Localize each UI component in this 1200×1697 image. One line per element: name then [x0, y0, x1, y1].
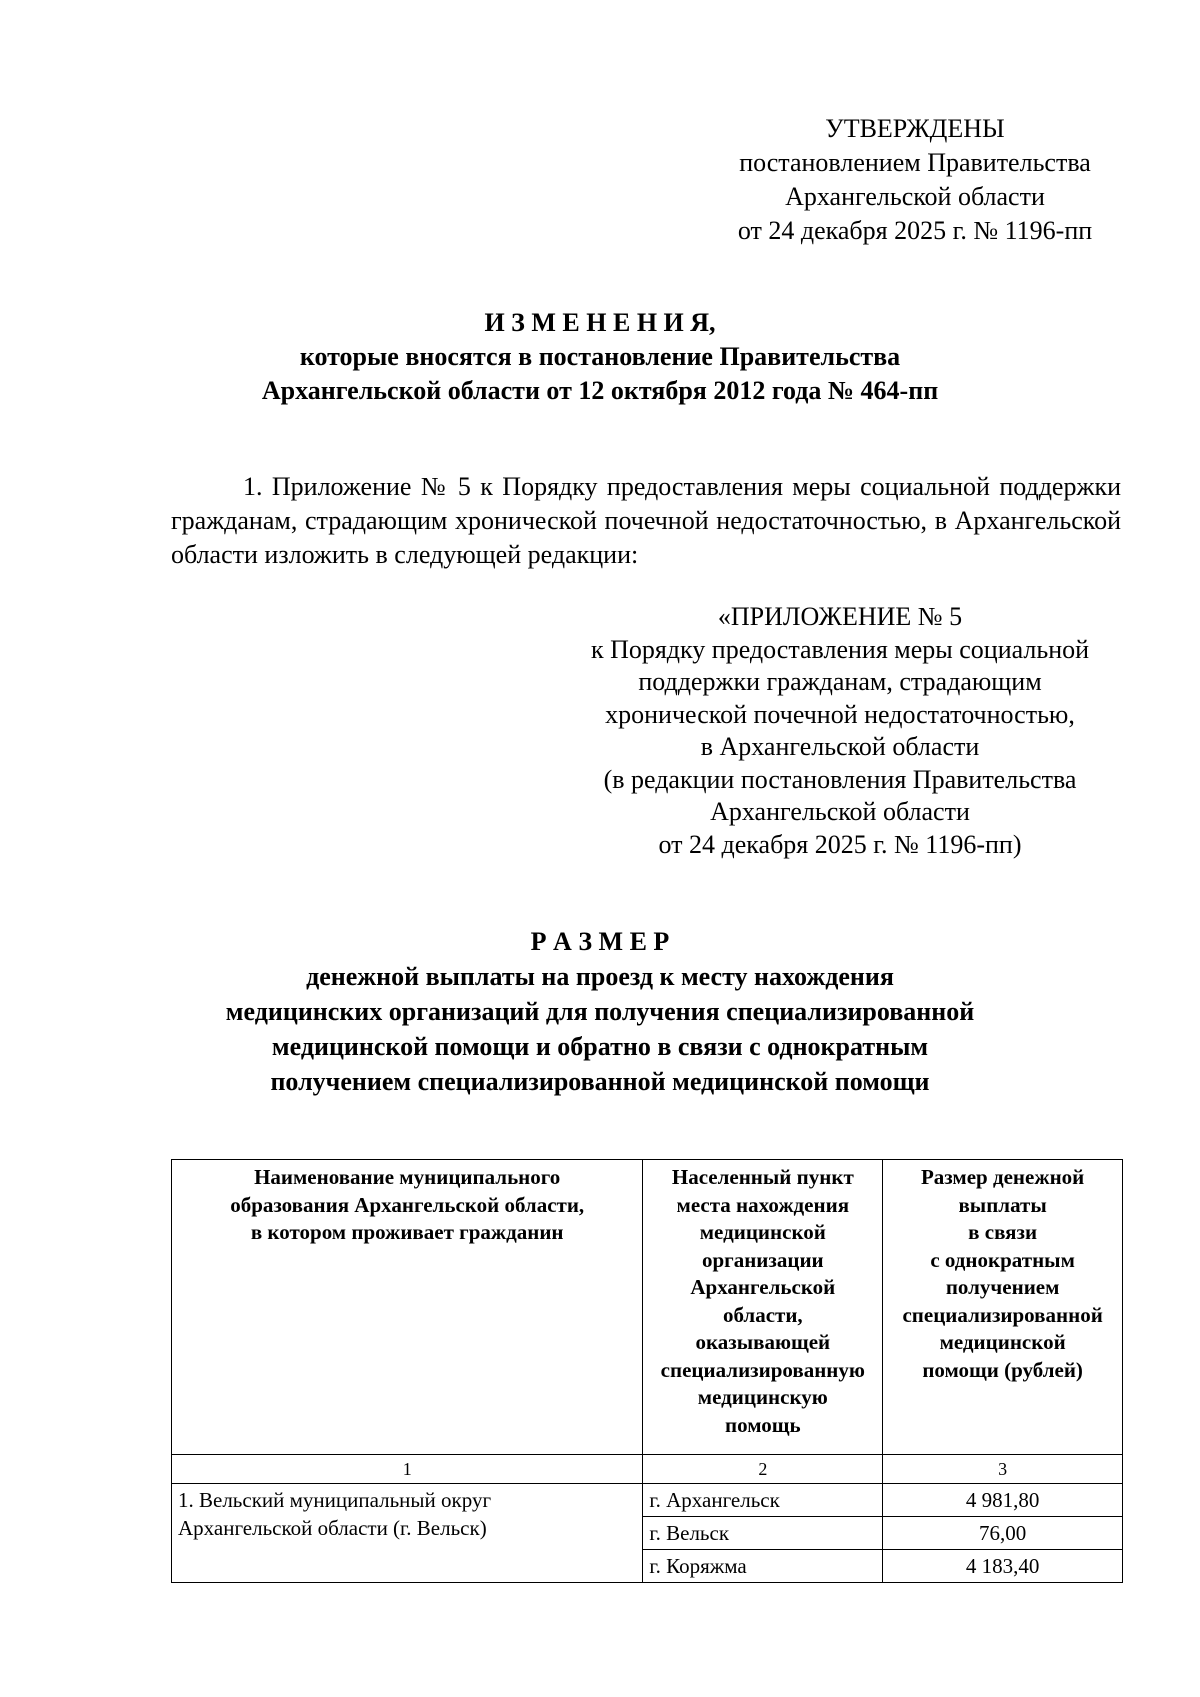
- municipality-line: Архангельской области (г. Вельск): [178, 1516, 487, 1540]
- size-subtitle-line: медицинской помощи и обратно в связи с однократным: [271, 1032, 929, 1061]
- header-line: получением: [945, 1275, 1060, 1299]
- municipality-cell: [172, 1484, 643, 1583]
- header-line: Размер денежной: [920, 1165, 1085, 1189]
- changes-subtitle-line: которые вносятся в постановление Правительства: [299, 342, 901, 371]
- column-number-row: [172, 1455, 1123, 1484]
- amount-cell: 4 183,40: [883, 1550, 1123, 1583]
- table-row: [172, 1484, 1123, 1517]
- approval-line: постановлением Правительства: [739, 148, 1091, 177]
- payment-table: [171, 1159, 1123, 1583]
- header-line: организации: [701, 1247, 824, 1272]
- column-number: 3: [883, 1455, 1123, 1484]
- amendment-text: 1. Приложение № 5 к Порядку предоставления меры социальной поддержки гражданам, страдающим хронической почечной недостаточностью, в Архангельской области изложить в следующей редакции:: [171, 472, 1121, 569]
- approval-line: УТВЕРЖДЕНЫ: [825, 114, 1005, 143]
- amount-cell: 76,00: [883, 1517, 1123, 1550]
- size-subtitle-line: медицинских организаций для получения специализированной: [225, 997, 975, 1026]
- appendix-line: Архангельской области: [710, 797, 970, 826]
- amount-cell: 4 981,80: [883, 1484, 1123, 1517]
- header-line: Наименование муниципального: [254, 1165, 561, 1189]
- header-line: Архангельской: [690, 1275, 836, 1299]
- appendix-line: от 24 декабря 2025 г. № 1196-пп): [658, 829, 1022, 859]
- appendix-line: к Порядку предоставления меры социальной: [590, 634, 1090, 664]
- size-subtitle-line: денежной выплаты на проезд к месту нахождения: [306, 962, 894, 991]
- header-line: специализированной: [902, 1302, 1103, 1327]
- appendix-header: [540, 601, 1140, 861]
- table-header-row: [172, 1160, 1123, 1455]
- amendment-paragraph: [171, 470, 1121, 572]
- header-municipality: [172, 1160, 643, 1455]
- header-line: Населенный пункт: [671, 1165, 854, 1189]
- header-line: образования Архангельской области,: [230, 1192, 585, 1217]
- appendix-line: поддержки гражданам, страдающим: [638, 667, 1042, 696]
- header-line: помощи (рублей): [922, 1357, 1083, 1382]
- settlement-cell: г. Архангельск: [643, 1484, 883, 1517]
- header-line: медицинскую: [697, 1385, 828, 1409]
- header-line: в связи: [968, 1220, 1038, 1244]
- size-heading: Р А З М Е Р: [530, 927, 670, 956]
- appendix-line: в Архангельской области: [700, 732, 980, 761]
- appendix-line: «ПРИЛОЖЕНИЕ № 5: [717, 602, 963, 631]
- header-line: в котором проживает гражданин: [250, 1220, 564, 1244]
- settlement-cell: г. Вельск: [643, 1517, 883, 1550]
- size-subtitle-line: получением специализированной медицинской помощи: [270, 1067, 930, 1096]
- changes-heading: И З М Е Н Е Н И Я,: [484, 308, 716, 337]
- header-line: оказывающей: [695, 1330, 831, 1354]
- appendix-line: хронической почечной недостаточностью,: [605, 699, 1075, 729]
- header-line: места нахождения: [676, 1192, 850, 1217]
- header-settlement: [643, 1160, 883, 1455]
- approval-stamp: [680, 112, 1150, 248]
- header-line: области,: [722, 1302, 803, 1327]
- header-line: выплаты: [958, 1192, 1047, 1217]
- changes-title: [0, 306, 1200, 408]
- header-line: с однократным: [930, 1247, 1075, 1272]
- size-title: [0, 924, 1200, 1099]
- approval-line: от 24 декабря 2025 г. № 1196-пп: [737, 216, 1093, 245]
- header-line: помощь: [725, 1412, 801, 1437]
- header-line: специализированную: [660, 1357, 865, 1382]
- settlement-cell: г. Коряжма: [643, 1550, 883, 1583]
- column-number: 2: [643, 1455, 883, 1484]
- approval-line: Архангельской области: [785, 182, 1045, 211]
- appendix-line: (в редакции постановления Правительства: [603, 764, 1077, 794]
- header-line: медицинской: [939, 1330, 1066, 1354]
- column-number: 1: [172, 1455, 643, 1484]
- changes-subtitle-line: Архангельской области от 12 октября 2012 года № 464-пп: [261, 376, 939, 405]
- header-amount: [883, 1160, 1123, 1455]
- municipality-line: 1. Вельский муниципальный округ: [178, 1488, 492, 1512]
- header-line: медицинской: [699, 1220, 826, 1244]
